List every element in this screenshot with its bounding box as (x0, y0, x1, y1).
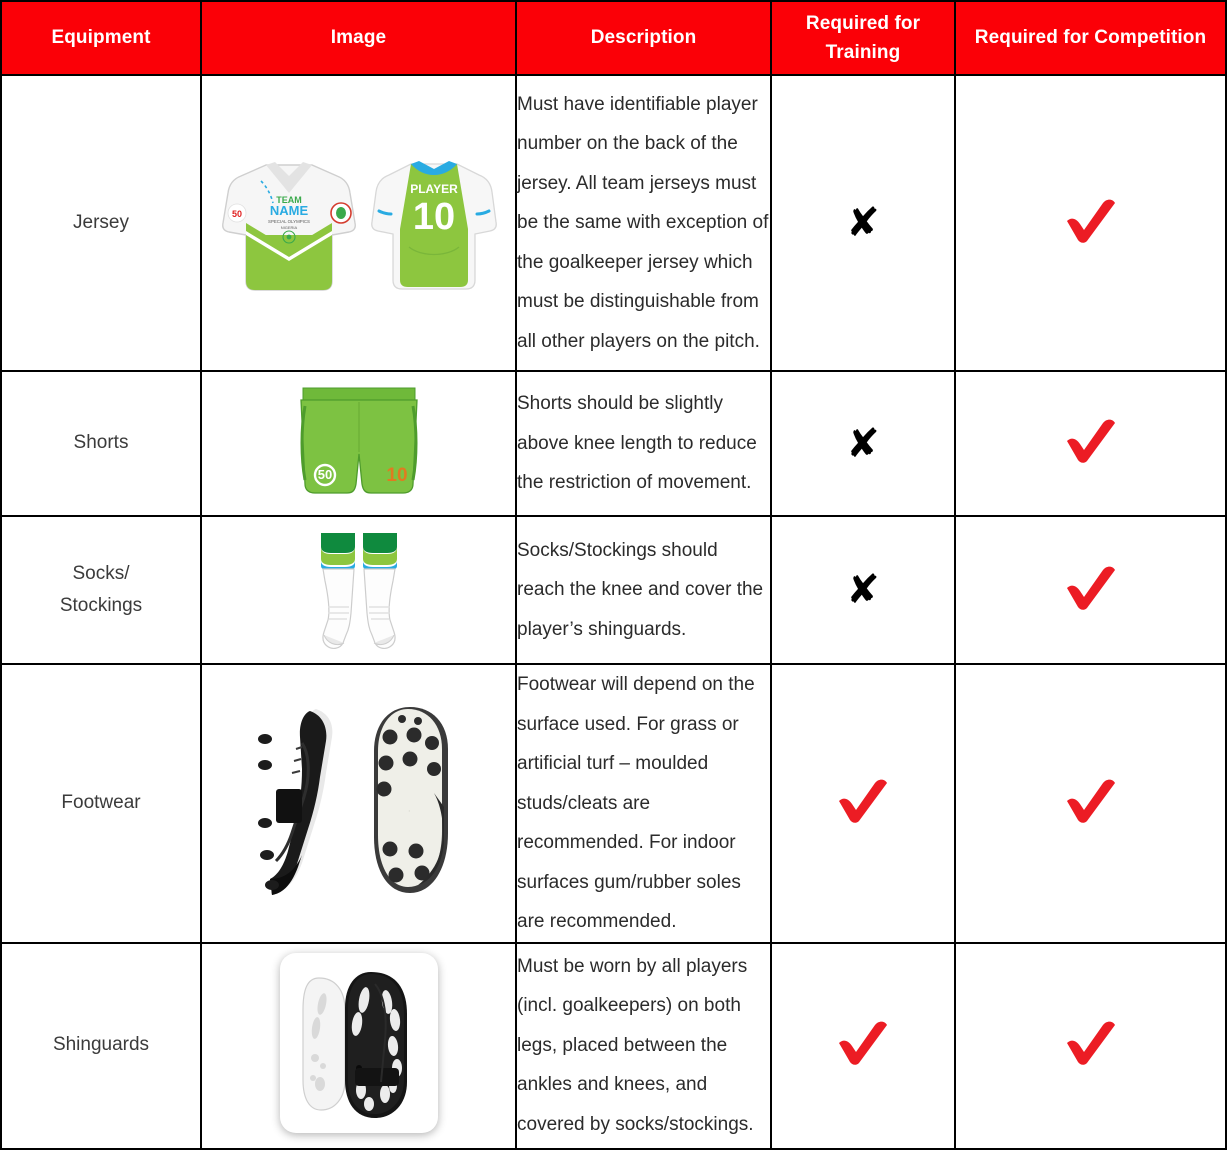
shinguards-image (201, 943, 516, 1149)
shorts-number-text: 10 (385, 464, 408, 486)
check-icon (1063, 417, 1119, 465)
required-training-footwear (771, 664, 955, 943)
equipment-name-footwear: Footwear (1, 664, 201, 943)
column-header-image: Image (201, 1, 516, 75)
check-icon (1063, 197, 1119, 245)
equipment-label-line1: Socks/ (72, 562, 130, 584)
equipment-name-jersey: Jersey (1, 75, 201, 371)
equipment-name-shinguards: Shinguards (1, 943, 201, 1149)
shorts-badge-text: 50 (317, 466, 332, 482)
jersey-sleeve-badge-text: 50 (231, 208, 242, 219)
sole-brand-text: . (400, 809, 413, 813)
socks-illustration (202, 525, 515, 655)
equipment-name-socks (1, 516, 201, 664)
jersey-back-number-text: 10 (412, 195, 455, 238)
cross-icon: ✘ (846, 420, 880, 467)
table-row (1, 371, 1226, 516)
required-training-shinguards (771, 943, 955, 1149)
table-row (1, 664, 1226, 943)
description-footwear: Footwear will depend on the surface used. For grass or artificial turf – moulded studs/cleats are recommended. For indoor surfaces gum/rubber soles are recommended. (516, 664, 771, 943)
column-header-equipment: Equipment (1, 1, 201, 75)
column-header-required-competition: Required for Competition (955, 1, 1226, 75)
check-icon (835, 1019, 891, 1067)
required-competition-jersey (955, 75, 1226, 371)
check-icon (1063, 1019, 1119, 1067)
description-shinguards: Must be worn by all players (incl. goalkeepers) on both legs, placed between the ankles and knees, and covered by socks/stockings. (516, 943, 771, 1149)
shorts-icon (287, 380, 431, 508)
required-competition-footwear (955, 664, 1226, 943)
column-header-description: Description (516, 1, 771, 75)
football-boots-image (201, 664, 516, 943)
description-shorts: Shorts should be slightly above knee length to reduce the restriction of movement. (516, 371, 771, 516)
jersey-illustration (202, 151, 515, 296)
description-jersey: Must have identifiable player number on the back of the jersey. All team jerseys must be the same with exception of the goalkeeper jersey which must be distinguishable from all other players on the pitch. (516, 75, 771, 371)
boot-side-icon (258, 703, 350, 903)
table-header (1, 1, 1226, 75)
equipment-label-line2: Stockings (59, 595, 143, 616)
jersey-name-text: NAME (269, 202, 308, 218)
table-row (1, 516, 1226, 664)
required-training-socks (771, 516, 955, 664)
jersey-back-icon (369, 151, 499, 296)
table-row (1, 75, 1226, 371)
cross-icon: ✘ (846, 567, 880, 613)
table-row (1, 943, 1226, 1149)
shorts-image (201, 371, 516, 516)
required-competition-shinguards (955, 943, 1226, 1149)
jersey-front-icon (219, 151, 359, 296)
description-socks: Socks/Stockings should reach the knee and cover the player’s shinguards. (516, 516, 771, 664)
required-training-jersey (771, 75, 955, 371)
jersey-org-sub-text: NIGERIA (280, 224, 297, 230)
equipment-name-shorts: Shorts (1, 371, 201, 516)
socks-icon (299, 525, 419, 655)
column-header-required-training: Required for Training (771, 1, 955, 75)
shinguards-icon (289, 962, 429, 1124)
check-icon (1063, 777, 1119, 825)
socks-stockings-image (201, 516, 516, 664)
boots-illustration (202, 703, 515, 903)
boot-sole-icon (364, 703, 460, 903)
table-body (1, 75, 1226, 1149)
check-icon (1063, 564, 1119, 612)
cross-icon: ✘ (846, 200, 880, 246)
jersey-front-and-back-image (201, 75, 516, 371)
jersey-org-text: SPECIAL OLYMPICS (267, 218, 310, 224)
header-row (1, 1, 1226, 75)
required-competition-shorts (955, 371, 1226, 516)
shorts-illustration (202, 380, 515, 508)
shinguards-card (280, 953, 438, 1133)
jersey-team-text: TEAM (275, 194, 302, 205)
required-competition-socks (955, 516, 1226, 664)
jersey-back-name-text: PLAYER (409, 181, 458, 196)
required-training-shorts (771, 371, 955, 516)
check-icon (835, 777, 891, 825)
